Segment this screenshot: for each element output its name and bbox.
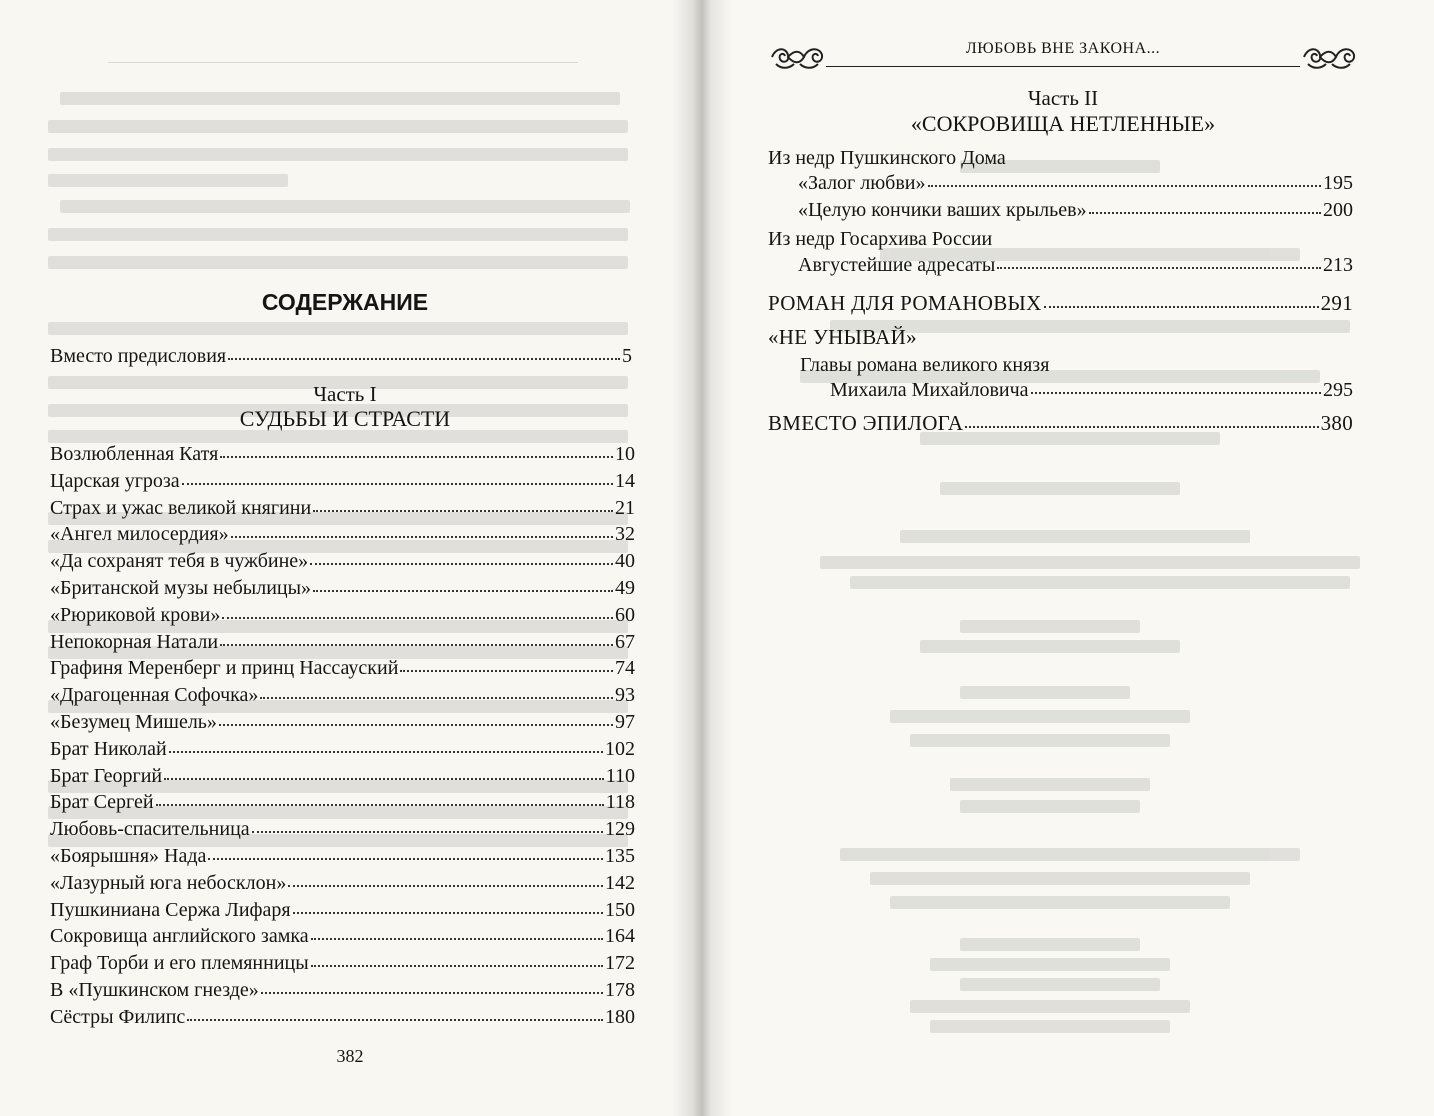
toc-entry-epilog — [768, 410, 1353, 436]
toc-entry-title: Брат Сергей — [50, 791, 154, 814]
toc-entry-page: 97 — [615, 711, 635, 733]
toc-entry-page: 295 — [1323, 379, 1353, 401]
toc-entry-title: Брат Николай — [50, 737, 167, 760]
toc-entry-page: 40 — [615, 550, 635, 573]
dot-leader — [220, 451, 613, 458]
page-number: 382 — [336, 1046, 364, 1066]
dot-leader — [260, 692, 613, 699]
running-header — [768, 38, 1358, 76]
dot-leader — [228, 353, 620, 360]
dot-leader — [164, 773, 604, 780]
toc-entry-page: 21 — [615, 496, 635, 519]
bleed-through-header — [48, 40, 638, 70]
toc-entry-page: 142 — [605, 871, 635, 894]
dot-leader — [252, 826, 603, 833]
toc-entry-page: 110 — [605, 764, 635, 787]
toc-entry-title: РОМАН ДЛЯ РОМАНОВЫХ — [768, 291, 1042, 315]
toc-entry-title: Пушкиниана Сержа Лифаря — [50, 898, 291, 921]
dot-leader — [261, 987, 603, 994]
running-head-title: ЛЮБОВЬ ВНЕ ЗАКОНА... — [965, 40, 1161, 57]
dot-leader — [928, 180, 1322, 187]
dot-leader — [1031, 387, 1321, 394]
toc-entry-title: Августейшие адресаты — [798, 254, 996, 276]
toc-entry-title: «Рюриковой крови» — [50, 603, 221, 626]
toc-entry-page: 129 — [605, 818, 635, 841]
toc-entry-page: 49 — [615, 577, 635, 599]
dot-leader — [182, 478, 613, 485]
toc-entry-title: ВМЕСТО ЭПИЛОГА — [768, 411, 964, 435]
toc-entry — [50, 843, 635, 869]
toc-entry-glavy-line2 — [830, 377, 1353, 403]
toc-entry-page: 102 — [605, 737, 635, 760]
toc-entry-page: 74 — [615, 657, 635, 680]
toc-entry-title: «Ангел милосердия» — [50, 523, 229, 546]
toc-entry-title: Возлюбленная Катя — [50, 443, 219, 465]
dot-leader — [222, 612, 613, 619]
toc-entry-title: «Да сохранят тебя в чужбине» — [50, 550, 309, 573]
dot-leader — [311, 933, 603, 940]
toc-entry-page: 164 — [605, 925, 635, 948]
toc-entry-page: 180 — [605, 1005, 635, 1028]
toc-entry-title: Непокорная Натали — [50, 630, 219, 653]
toc-entry — [50, 816, 635, 842]
toc-entry-page: 93 — [615, 684, 635, 707]
toc-entry — [50, 763, 635, 789]
toc-entry — [50, 1004, 635, 1030]
toc-entry-title: «Боярышня» Нада — [50, 845, 207, 867]
left-page — [0, 0, 700, 1116]
toc-entry — [50, 521, 635, 547]
dot-leader — [220, 639, 613, 646]
part-2-subtitle: «СОКРОВИЩА НЕТЛЕННЫЕ» — [910, 111, 1216, 136]
toc-entry — [798, 197, 1353, 223]
dot-leader — [997, 262, 1321, 269]
toc-entry-title: Графиня Меренберг и принц Нассауский — [50, 657, 399, 680]
toc-entry-title: В «Пушкинском гнезде» — [50, 979, 259, 1001]
dot-leader — [293, 907, 603, 914]
toc-entry-page: 150 — [605, 898, 635, 921]
toc-title: СОДЕРЖАНИЕ — [261, 289, 429, 315]
dot-leader — [169, 746, 603, 753]
toc-entry-title: «Целую кончики ваших крыльев» — [798, 199, 1087, 221]
dot-leader — [400, 665, 613, 672]
toc-entry-title: Любовь-спасительница — [50, 818, 250, 841]
toc-entry-title: «Драгоценная Софочка» — [50, 684, 259, 707]
toc-entry — [50, 602, 635, 628]
toc-entry — [50, 575, 635, 601]
toc-entry-title: Сёстры Филипс — [50, 1005, 186, 1028]
toc-entry-page: 200 — [1323, 199, 1353, 221]
header-rule — [826, 66, 1300, 67]
dot-leader — [156, 799, 604, 806]
toc-entry-glavy-line1: Главы романа великого князя — [800, 354, 1050, 376]
toc-entry-page: 10 — [615, 443, 635, 465]
toc-entry — [50, 736, 635, 762]
dot-leader — [311, 960, 603, 967]
toc-entry-page: 60 — [615, 603, 635, 626]
dot-leader — [310, 558, 613, 565]
toc-entry — [50, 977, 635, 1003]
toc-entry-page: 5 — [622, 345, 632, 367]
toc-entry-preface — [50, 343, 632, 369]
toc-entry — [50, 495, 635, 521]
toc-entry — [798, 170, 1353, 196]
toc-entry-page: 291 — [1320, 291, 1353, 315]
toc-entry-page: 195 — [1323, 172, 1353, 194]
toc-entry-title: Сокровища английского замка — [50, 925, 309, 948]
toc-entry — [50, 468, 635, 494]
toc-entry-page: 32 — [615, 523, 635, 546]
dot-leader — [219, 719, 613, 726]
toc-entry-page: 178 — [605, 979, 635, 1001]
toc-entry — [50, 709, 635, 735]
dot-leader — [965, 421, 1318, 428]
toc-entry-title: Граф Торби и его племянницы — [50, 952, 309, 975]
toc-entry — [50, 441, 635, 467]
toc-entry-page: 172 — [605, 952, 635, 975]
dot-leader — [1089, 207, 1321, 214]
toc-group-pushkin-house: Из недр Пушкинского Дома — [768, 147, 1006, 169]
toc-entry-page: 135 — [605, 845, 635, 867]
toc-entry-title: «Лазурный юга небосклон» — [50, 871, 287, 894]
toc-entry-title: «Залог любви» — [798, 172, 926, 194]
dot-leader — [313, 585, 613, 592]
toc-entry-title: Страх и ужас великой княгини — [50, 496, 312, 519]
toc-entry-title: «Британской музы небылицы» — [50, 577, 312, 599]
part-1-label: Часть I — [313, 382, 377, 406]
toc-entry — [50, 923, 635, 949]
toc-group-state-archive: Из недр Госархива России — [768, 228, 993, 250]
dot-leader — [208, 853, 603, 860]
dot-leader — [231, 531, 613, 538]
toc-heading-ne-unyvai: «НЕ УНЫВАЙ» — [768, 325, 917, 349]
toc-entry-page: 213 — [1323, 254, 1353, 276]
toc-entry — [50, 789, 635, 815]
toc-entry-title: Михаила Михайловича — [830, 379, 1029, 401]
toc-entry-roman — [768, 290, 1353, 316]
toc-entry-page: 118 — [605, 791, 635, 814]
toc-entry — [50, 682, 635, 708]
toc-entry — [50, 950, 635, 976]
toc-entry-page: 14 — [615, 469, 635, 492]
toc-entry-title: «Безумец Мишель» — [50, 711, 217, 733]
toc-entry — [50, 548, 635, 574]
toc-entry — [798, 252, 1353, 278]
toc-entry — [50, 870, 635, 896]
toc-entry-title: Брат Георгий — [50, 764, 163, 787]
part-2-label: Часть II — [1027, 86, 1099, 110]
dot-leader — [288, 880, 603, 887]
dot-leader — [187, 1014, 603, 1021]
toc-entry — [50, 655, 635, 681]
toc-entry — [50, 629, 635, 655]
toc-entry-page: 67 — [615, 630, 635, 653]
dot-leader — [1044, 301, 1319, 308]
dot-leader — [313, 505, 613, 512]
toc-entry-title: Царская угроза — [50, 469, 180, 492]
ornament-right-icon — [1300, 42, 1358, 72]
toc-entry-title: Вместо предисловия — [50, 345, 227, 367]
toc-entry — [50, 897, 635, 923]
part-1-subtitle: СУДЬБЫ И СТРАСТИ — [239, 406, 451, 431]
toc-entry-page: 380 — [1320, 411, 1353, 435]
